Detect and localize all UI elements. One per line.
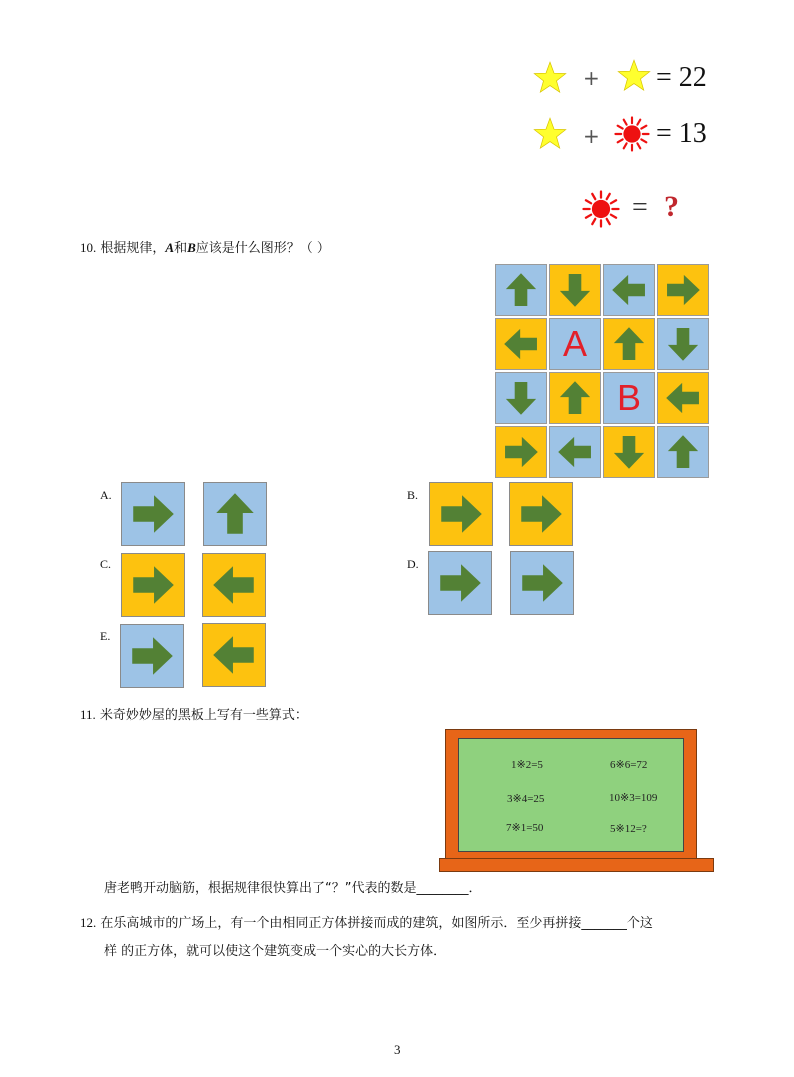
arrow-up-icon xyxy=(209,488,261,540)
question-text: 在乐高城市的广场上，有一个由相同正方体拼接而成的建筑，如图所示．至少再拼接_______个这 xyxy=(100,916,653,931)
star-icon xyxy=(616,58,652,94)
grid-cell xyxy=(549,264,601,316)
arrow-left-icon xyxy=(662,377,704,419)
board-equation: 6※6=72 xyxy=(610,759,648,771)
grid-cell xyxy=(495,426,547,478)
arrow-down-icon xyxy=(608,431,650,473)
blackboard xyxy=(445,729,697,861)
arrow-left-icon xyxy=(208,559,260,611)
arrow-right-icon xyxy=(515,488,567,540)
arrow-down-icon xyxy=(554,269,596,311)
grid-cell xyxy=(657,264,709,316)
question-text: 米奇妙妙屋的黑板上写有一些算式： xyxy=(99,708,308,723)
sun-icon xyxy=(614,116,650,152)
arrow-right-icon xyxy=(500,431,542,473)
grid-cell xyxy=(657,318,709,370)
arrow-down-icon xyxy=(500,377,542,419)
grid-cell xyxy=(549,426,601,478)
arrow-right-icon xyxy=(434,557,486,609)
question-text: 根据规律， xyxy=(100,241,166,256)
plus-sign: + xyxy=(583,66,600,90)
arrow-right-icon xyxy=(127,488,179,540)
question-11-followup: 唐老鸭开动脑筋，根据规律很快算出了“？”代表的数是________． xyxy=(104,881,482,896)
board-equation: 3※4=25 xyxy=(507,793,545,805)
option-tile xyxy=(202,623,266,687)
page-number: 3 xyxy=(394,1042,401,1057)
arrow-right-icon xyxy=(127,559,179,611)
arrow-pattern-grid xyxy=(495,264,711,480)
equation-row-2 xyxy=(532,114,732,154)
option-tile xyxy=(121,553,185,617)
arrow-left-icon xyxy=(554,431,596,473)
grid-cell xyxy=(495,372,547,424)
grid-cell xyxy=(603,426,655,478)
arrow-left-icon xyxy=(608,269,650,311)
equation-result: = 22 xyxy=(656,62,707,93)
option-tile xyxy=(120,624,184,688)
grid-cell-letter xyxy=(603,372,655,424)
grid-cell-letter xyxy=(549,318,601,370)
letter-b-text: B xyxy=(187,240,196,255)
arrow-down-icon xyxy=(662,323,704,365)
board-equation: 10※3=109 xyxy=(609,792,658,804)
option-tile xyxy=(203,482,267,546)
question-11 xyxy=(80,706,308,725)
question-12-line-2: 样 的正方体，就可以使这个建筑变成一个实心的大长方体． xyxy=(104,944,447,959)
grid-cell xyxy=(549,372,601,424)
plus-sign: + xyxy=(583,124,600,148)
equation-row-1 xyxy=(532,58,732,98)
question-10 xyxy=(80,239,330,258)
arrow-up-icon xyxy=(662,431,704,473)
option-tile xyxy=(121,482,185,546)
blackboard-ledge xyxy=(439,858,714,872)
grid-cell xyxy=(603,264,655,316)
grid-cell xyxy=(495,318,547,370)
option-label[interactable]: E. xyxy=(100,629,111,643)
arrow-right-icon xyxy=(516,557,568,609)
arrow-up-icon xyxy=(500,269,542,311)
equation-row-3 xyxy=(582,188,702,228)
option-tile xyxy=(509,482,573,546)
sun-icon xyxy=(582,190,620,228)
arrow-up-icon xyxy=(608,323,650,365)
equation-result: = 13 xyxy=(656,118,707,149)
arrow-left-icon xyxy=(500,323,542,365)
board-equation: 1※2=5 xyxy=(511,759,543,771)
arrow-right-icon xyxy=(662,269,704,311)
star-icon xyxy=(532,116,568,152)
grid-letter: B xyxy=(616,377,641,418)
arrow-left-icon xyxy=(208,629,260,681)
board-equation: 5※12=? xyxy=(610,823,647,835)
question-text-and: 和 xyxy=(174,241,188,256)
letter-a-text: A xyxy=(165,240,175,255)
equals-sign: = xyxy=(632,192,648,223)
grid-cell xyxy=(657,372,709,424)
option-label[interactable]: B. xyxy=(407,488,419,502)
question-mark: ? xyxy=(664,190,679,223)
grid-cell xyxy=(603,318,655,370)
question-text-end: 应该是什么图形？（ ） xyxy=(195,241,330,256)
arrow-right-icon xyxy=(435,488,487,540)
grid-letter: A xyxy=(562,323,587,364)
option-label[interactable]: C. xyxy=(100,557,112,571)
grid-cell xyxy=(495,264,547,316)
arrow-up-icon xyxy=(554,377,596,419)
option-tile xyxy=(510,551,574,615)
grid-cell xyxy=(657,426,709,478)
board-equation: 7※1=50 xyxy=(506,822,544,834)
option-tile xyxy=(202,553,266,617)
question-number: 12. xyxy=(80,915,97,930)
question-number: 10. xyxy=(80,240,97,255)
option-label[interactable]: A. xyxy=(100,488,112,502)
arrow-right-icon xyxy=(126,630,178,682)
option-tile xyxy=(428,551,492,615)
option-tile xyxy=(429,482,493,546)
question-12 xyxy=(80,914,653,933)
option-label[interactable]: D. xyxy=(407,557,419,571)
star-icon xyxy=(532,60,568,96)
question-number: 11. xyxy=(80,707,96,722)
